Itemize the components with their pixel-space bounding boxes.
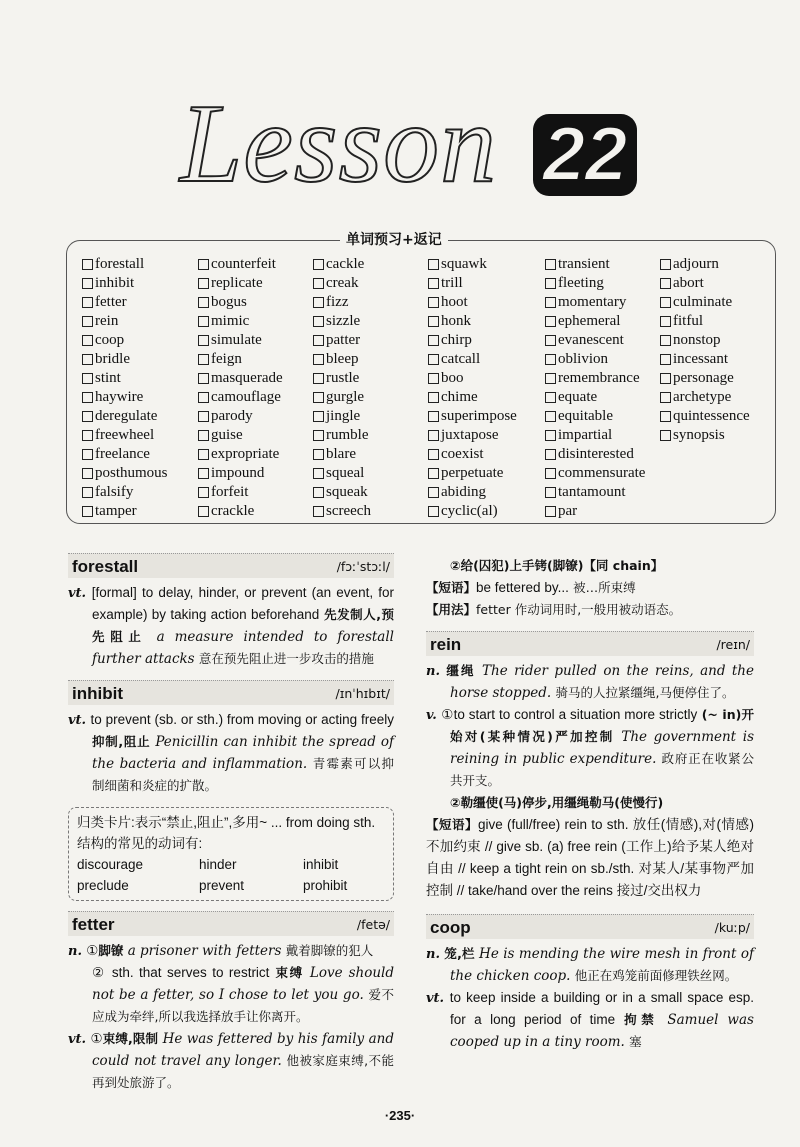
vocab-word: sizzle [326,313,361,329]
definition-rein-n: n. 缰绳 The rider pulled on the reins, and the horse stopped. 骑马的人拉紧缰绳,马便停住了。 [426,663,754,701]
vocab-word: replicate [211,275,263,291]
vocab-item[interactable] [82,312,168,331]
headword: forestall [72,556,139,576]
vocab-word: expropriate [211,446,280,462]
vocab-item[interactable] [313,502,371,521]
category-card-word: prevent [199,878,245,893]
vocab-item[interactable] [545,312,645,331]
vocab-item[interactable] [545,369,645,388]
checkbox-icon[interactable] [428,278,439,289]
checkbox-icon[interactable] [82,430,93,441]
vocab-item[interactable] [428,407,517,426]
checkbox-icon[interactable] [82,487,93,498]
vocab-item[interactable] [545,502,645,521]
checkbox-icon[interactable] [313,411,324,422]
checkbox-icon[interactable] [428,392,439,403]
vocab-item[interactable] [82,464,168,483]
checkbox-icon[interactable] [198,430,209,441]
vocab-word: archetype [673,389,732,405]
rein-phrase: 【短语】give (full/free) rein to sth. 放任(情感),对(情感)不加约束 // give sb. (a) free rein (工作上)给予某人绝对自由 // keep a tight rein on sb./sth. 对某人/某事物严加控制 // take/hand over the reins 接过/交出权力 [426,817,754,898]
vocab-item[interactable] [198,388,283,407]
checkbox-icon[interactable] [313,278,324,289]
vocab-word: screech [326,503,371,519]
checkbox-icon[interactable] [313,335,324,346]
definition-coop-n: n. 笼,栏 He is mending the wire mesh in front of the chicken coop. 他正在鸡笼前面修理铁丝网。 [426,946,754,984]
vocab-item[interactable] [198,502,283,521]
checkbox-icon[interactable] [428,449,439,460]
vocab-word: honk [441,313,471,329]
checkbox-icon[interactable] [428,335,439,346]
checkbox-icon[interactable] [545,373,556,384]
checkbox-icon[interactable] [313,468,324,479]
vocab-item[interactable] [313,331,371,350]
checkbox-icon[interactable] [82,297,93,308]
checkbox-icon[interactable] [545,278,556,289]
vocab-column [545,255,645,521]
vocab-word: mimic [211,313,250,329]
vocab-word: hoot [441,294,468,310]
checkbox-icon[interactable] [198,316,209,327]
vocab-word: crackle [211,503,255,519]
vocab-item[interactable] [660,388,750,407]
vocab-word: juxtapose [441,427,499,443]
checkbox-icon[interactable] [82,449,93,460]
vocab-item[interactable] [313,483,371,502]
vocab-word: cyclic(al) [441,503,498,519]
entry-header-coop [426,914,754,939]
vocab-column [82,255,168,521]
vocab-word: patter [326,332,361,348]
vocab-item[interactable] [313,274,371,293]
definition-fetter-vt2: ②给(囚犯)上手铐(脚镣)【同 chain】 [450,558,664,573]
definition-forestall: vt. [formal] to delay, hinder, or prevent (an event, for example) by taking action beforehand 先发制人,预先阻止 a measure intended to forestall further attacks 意在预先阻止进一步攻击的措施 [68,585,394,667]
vocab-item[interactable] [428,483,517,502]
checkbox-icon[interactable] [198,278,209,289]
vocab-item[interactable] [313,350,371,369]
vocab-item[interactable] [82,331,168,350]
vocab-item[interactable] [198,293,283,312]
vocab-word: tantamount [558,484,626,500]
vocab-item[interactable] [198,464,283,483]
vocab-word: disinterested [558,446,634,462]
checkbox-icon[interactable] [428,506,439,517]
vocab-word: incessant [673,351,728,367]
fetter-phrase: 【短语】be fettered by... 被…所束缚 [426,580,636,595]
vocab-word: evanescent [558,332,624,348]
vocab-word: masquerade [211,370,283,386]
vocab-word: remembrance [558,370,640,386]
vocab-word: fleeting [558,275,604,291]
vocab-word: gurgle [326,389,365,405]
checkbox-icon[interactable] [545,259,556,270]
vocab-item[interactable] [313,312,371,331]
vocab-word: abiding [441,484,486,500]
checkbox-icon[interactable] [82,354,93,365]
vocab-item[interactable] [198,369,283,388]
lesson-title [180,82,640,207]
checkbox-icon[interactable] [545,392,556,403]
vocab-item[interactable] [313,464,371,483]
definition-fetter-vt1: vt. ①束缚,限制 He was fettered by his family and could not travel any longer. 他被家庭束缚,不能再到处旅游了。 [68,1031,394,1090]
entry-header-rein [426,631,754,656]
vocab-word: superimpose [441,408,517,424]
vocab-word: culminate [673,294,733,310]
checkbox-icon[interactable] [545,354,556,365]
vocab-item[interactable] [428,350,517,369]
vocab-item[interactable] [545,483,645,502]
vocab-item[interactable] [82,369,168,388]
vocab-word: fitful [673,313,703,329]
checkbox-icon[interactable] [198,449,209,460]
entry-header-inhibit [68,680,394,705]
checkbox-icon[interactable] [198,411,209,422]
vocab-word: freewheel [95,427,155,443]
checkbox-icon[interactable] [545,297,556,308]
checkbox-icon[interactable] [82,392,93,403]
checkbox-icon[interactable] [313,449,324,460]
checkbox-icon[interactable] [198,297,209,308]
vocab-word: cackle [326,256,365,272]
vocab-item[interactable] [198,274,283,293]
vocab-word: inhibit [95,275,135,291]
vocab-preview-header: 单词预习+返记 [340,229,448,251]
vocab-word: fetter [95,294,127,310]
vocab-item[interactable] [198,445,283,464]
vocab-item[interactable] [313,255,371,274]
vocab-word: tamper [95,503,137,519]
vocab-item[interactable] [428,331,517,350]
vocab-word: oblivion [558,351,609,367]
vocab-word: impartial [558,427,613,443]
checkbox-icon[interactable] [82,506,93,517]
vocab-item[interactable] [428,426,517,445]
checkbox-icon[interactable] [82,373,93,384]
vocab-word: blare [326,446,356,462]
vocab-word: camouflage [211,389,281,405]
vocab-word: chirp [441,332,472,348]
checkbox-icon[interactable] [313,487,324,498]
vocab-word: squeal [326,465,365,481]
vocab-item[interactable] [545,407,645,426]
vocab-item[interactable] [428,445,517,464]
vocab-item[interactable] [82,407,168,426]
phonetic: /kuːp/ [714,919,750,935]
vocab-item[interactable] [428,312,517,331]
vocab-item[interactable] [82,502,168,521]
vocab-item[interactable] [313,426,371,445]
vocab-word: haywire [95,389,144,405]
checkbox-icon[interactable] [428,430,439,441]
checkbox-icon[interactable] [428,487,439,498]
checkbox-icon[interactable] [545,335,556,346]
vocab-word: boo [441,370,464,386]
vocab-word: transient [558,256,610,272]
vocab-item[interactable] [198,350,283,369]
vocab-word: feign [211,351,242,367]
checkbox-icon[interactable] [82,411,93,422]
vocab-word: bridle [95,351,130,367]
vocab-word: creak [326,275,359,291]
vocab-item[interactable] [82,483,168,502]
checkbox-icon[interactable] [428,354,439,365]
phonetic: /fɔːˈstɔːl/ [336,558,390,574]
vocab-item[interactable] [660,255,750,274]
checkbox-icon[interactable] [313,354,324,365]
vocab-item[interactable] [545,388,645,407]
phonetic: /ɪnˈhɪbɪt/ [335,685,390,701]
vocab-item[interactable] [313,293,371,312]
checkbox-icon[interactable] [313,392,324,403]
vocab-word: squeak [326,484,368,500]
vocab-item[interactable] [660,407,750,426]
checkbox-icon[interactable] [660,259,671,270]
vocab-word: deregulate [95,408,158,424]
vocab-word: stint [95,370,121,386]
vocab-item[interactable] [545,426,645,445]
vocab-item[interactable] [428,388,517,407]
checkbox-icon[interactable] [428,411,439,422]
phonetic: /fetə/ [356,916,390,932]
vocab-item[interactable] [313,369,371,388]
checkbox-icon[interactable] [660,278,671,289]
vocab-word: counterfeit [211,256,276,272]
headword: inhibit [72,683,123,703]
vocab-item[interactable] [198,312,283,331]
definition-inhibit: vt. to prevent (sb. or sth.) from moving or acting freely 抑制,阻止 Penicillin can inhibit the spread of the bacteria and inflammation. 青霉素可以抑制细菌和炎症的扩散。 [68,712,394,793]
checkbox-icon[interactable] [660,316,671,327]
vocab-word: simulate [211,332,262,348]
vocab-item[interactable] [660,331,750,350]
vocab-item[interactable] [82,388,168,407]
vocab-item[interactable] [428,255,517,274]
vocab-item[interactable] [428,274,517,293]
checkbox-icon[interactable] [198,259,209,270]
vocab-word: quintessence [673,408,750,424]
checkbox-icon[interactable] [82,316,93,327]
checkbox-icon[interactable] [660,392,671,403]
vocab-word: nonstop [673,332,721,348]
checkbox-icon[interactable] [545,468,556,479]
vocab-item[interactable] [660,350,750,369]
vocab-item[interactable] [82,350,168,369]
checkbox-icon[interactable] [82,335,93,346]
checkbox-icon[interactable] [313,373,324,384]
checkbox-icon[interactable] [198,468,209,479]
vocab-item[interactable] [660,312,750,331]
vocab-item[interactable] [545,445,645,464]
checkbox-icon[interactable] [660,297,671,308]
vocab-word: adjourn [673,256,719,272]
vocab-item[interactable] [313,388,371,407]
checkbox-icon[interactable] [660,335,671,346]
checkbox-icon[interactable] [313,506,324,517]
vocab-word: jingle [326,408,361,424]
vocab-word: commensurate [558,465,646,481]
category-card-word: hinder [199,857,237,872]
vocab-item[interactable] [198,426,283,445]
left-column [68,553,394,1094]
checkbox-icon[interactable] [545,449,556,460]
vocab-item[interactable] [428,464,517,483]
vocab-item[interactable] [545,255,645,274]
page-number: ·235· [384,1108,416,1123]
vocab-item[interactable] [660,274,750,293]
lesson-title-word: Lesson [180,82,498,206]
vocab-word: personage [673,370,734,386]
vocab-item[interactable] [313,407,371,426]
entry-header-forestall [68,553,394,578]
definition-fetter-n1: n. ①脚镣 a prisoner with fetters 戴着脚镣的犯人 [68,943,374,959]
checkbox-icon[interactable] [198,373,209,384]
vocab-word: coop [95,332,125,348]
lesson-number: 22 [533,114,637,196]
vocab-word: bleep [326,351,359,367]
definition-fetter-n2: ② sth. that serves to restrict 束缚 Love should not be a fetter, so I chose to let you go. 爱不应成为牵绊,所以我选择放手让你离开。 [92,965,394,1024]
vocab-word: guise [211,427,243,443]
entry-header-fetter [68,911,394,936]
vocab-item[interactable] [82,293,168,312]
checkbox-icon[interactable] [428,259,439,270]
checkbox-icon[interactable] [660,430,671,441]
vocab-word: rustle [326,370,360,386]
category-card-word: prohibit [303,878,348,893]
checkbox-icon[interactable] [82,468,93,479]
vocab-item[interactable] [428,369,517,388]
vocab-item[interactable] [545,293,645,312]
vocab-word: par [558,503,578,519]
definition-coop-vt: vt. to keep inside a building or in a small space esp. for a long period of time 拘禁 Samuel was cooped up in a tiny room. 塞 [426,990,755,1050]
checkbox-icon[interactable] [545,487,556,498]
vocab-item[interactable] [660,426,750,445]
vocab-column [198,255,283,521]
checkbox-icon[interactable] [428,468,439,479]
vocab-item[interactable] [545,331,645,350]
vocab-word: falsify [95,484,134,500]
vocab-item[interactable] [82,274,168,293]
vocab-item[interactable] [82,426,168,445]
checkbox-icon[interactable] [198,487,209,498]
vocab-word: coexist [441,446,484,462]
right-column [426,555,754,1053]
vocab-word: freelance [95,446,150,462]
checkbox-icon[interactable] [313,430,324,441]
headword: fetter [72,914,115,934]
vocab-word: rumble [326,427,369,443]
checkbox-icon[interactable] [82,259,93,270]
checkbox-icon[interactable] [82,278,93,289]
checkbox-icon[interactable] [198,354,209,365]
vocab-word: fizz [326,294,349,310]
vocab-item[interactable] [198,483,283,502]
category-card-text: 归类卡片:表示“禁止,阻止”,多用~ ... from doing sth.结构的常见的动词有: [77,815,376,851]
vocab-word: ephemeral [558,313,621,329]
vocab-column [313,255,371,521]
checkbox-icon[interactable] [428,297,439,308]
vocab-word: equate [558,389,598,405]
vocab-word: parody [211,408,253,424]
vocab-item[interactable] [545,274,645,293]
definition-rein-v1: v. ①to start to control a situation more strictly (~ in)开始对(某种情况)严加控制 The government is reining in public expenditure. 政府正在收紧公共开支。 [426,707,755,788]
checkbox-icon[interactable] [660,373,671,384]
definition-rein-v2: ②勒缰使(马)停步,用缰绳勒马(使慢行) [450,795,664,810]
checkbox-icon[interactable] [428,316,439,327]
checkbox-icon[interactable] [545,430,556,441]
vocab-item[interactable] [428,293,517,312]
vocab-word: squawk [441,256,487,272]
phonetic: /reɪn/ [716,636,750,652]
headword: coop [430,917,471,937]
vocab-item[interactable] [313,445,371,464]
category-card [68,807,394,901]
vocab-column [428,255,517,521]
vocab-word: momentary [558,294,627,310]
vocab-item[interactable] [198,407,283,426]
checkbox-icon[interactable] [313,297,324,308]
vocab-item[interactable] [428,502,517,521]
vocab-word: rein [95,313,119,329]
vocab-word: forfeit [211,484,249,500]
vocab-item[interactable] [82,255,168,274]
checkbox-icon[interactable] [313,259,324,270]
vocab-word: abort [673,275,704,291]
vocab-word: catcall [441,351,481,367]
fetter-usage: 【用法】fetter 作动词用时,一般用被动语态。 [426,602,682,617]
checkbox-icon[interactable] [545,316,556,327]
checkbox-icon[interactable] [545,411,556,422]
checkbox-icon[interactable] [660,354,671,365]
vocab-word: chime [441,389,478,405]
category-card-word: inhibit [303,857,339,872]
vocab-word: synopsis [673,427,725,443]
vocab-word: impound [211,465,265,481]
checkbox-icon[interactable] [428,373,439,384]
checkbox-icon[interactable] [198,335,209,346]
category-card-word: preclude [77,878,129,893]
category-card-words [77,854,385,896]
vocab-item[interactable] [660,369,750,388]
vocab-word: equitable [558,408,613,424]
checkbox-icon[interactable] [660,411,671,422]
vocab-item[interactable] [545,350,645,369]
vocab-word: bogus [211,294,247,310]
vocab-word: trill [441,275,463,291]
vocab-word: posthumous [95,465,168,481]
vocab-item[interactable] [545,464,645,483]
vocab-word: perpetuate [441,465,504,481]
category-card-word: discourage [77,857,144,872]
headword: rein [430,634,462,654]
checkbox-icon[interactable] [545,506,556,517]
checkbox-icon[interactable] [313,316,324,327]
vocab-column [660,255,750,445]
vocab-word: forestall [95,256,145,272]
checkbox-icon[interactable] [198,506,209,517]
checkbox-icon[interactable] [198,392,209,403]
vocab-item[interactable] [198,255,283,274]
vocab-item[interactable] [660,293,750,312]
vocab-item[interactable] [82,445,168,464]
vocab-item[interactable] [198,331,283,350]
